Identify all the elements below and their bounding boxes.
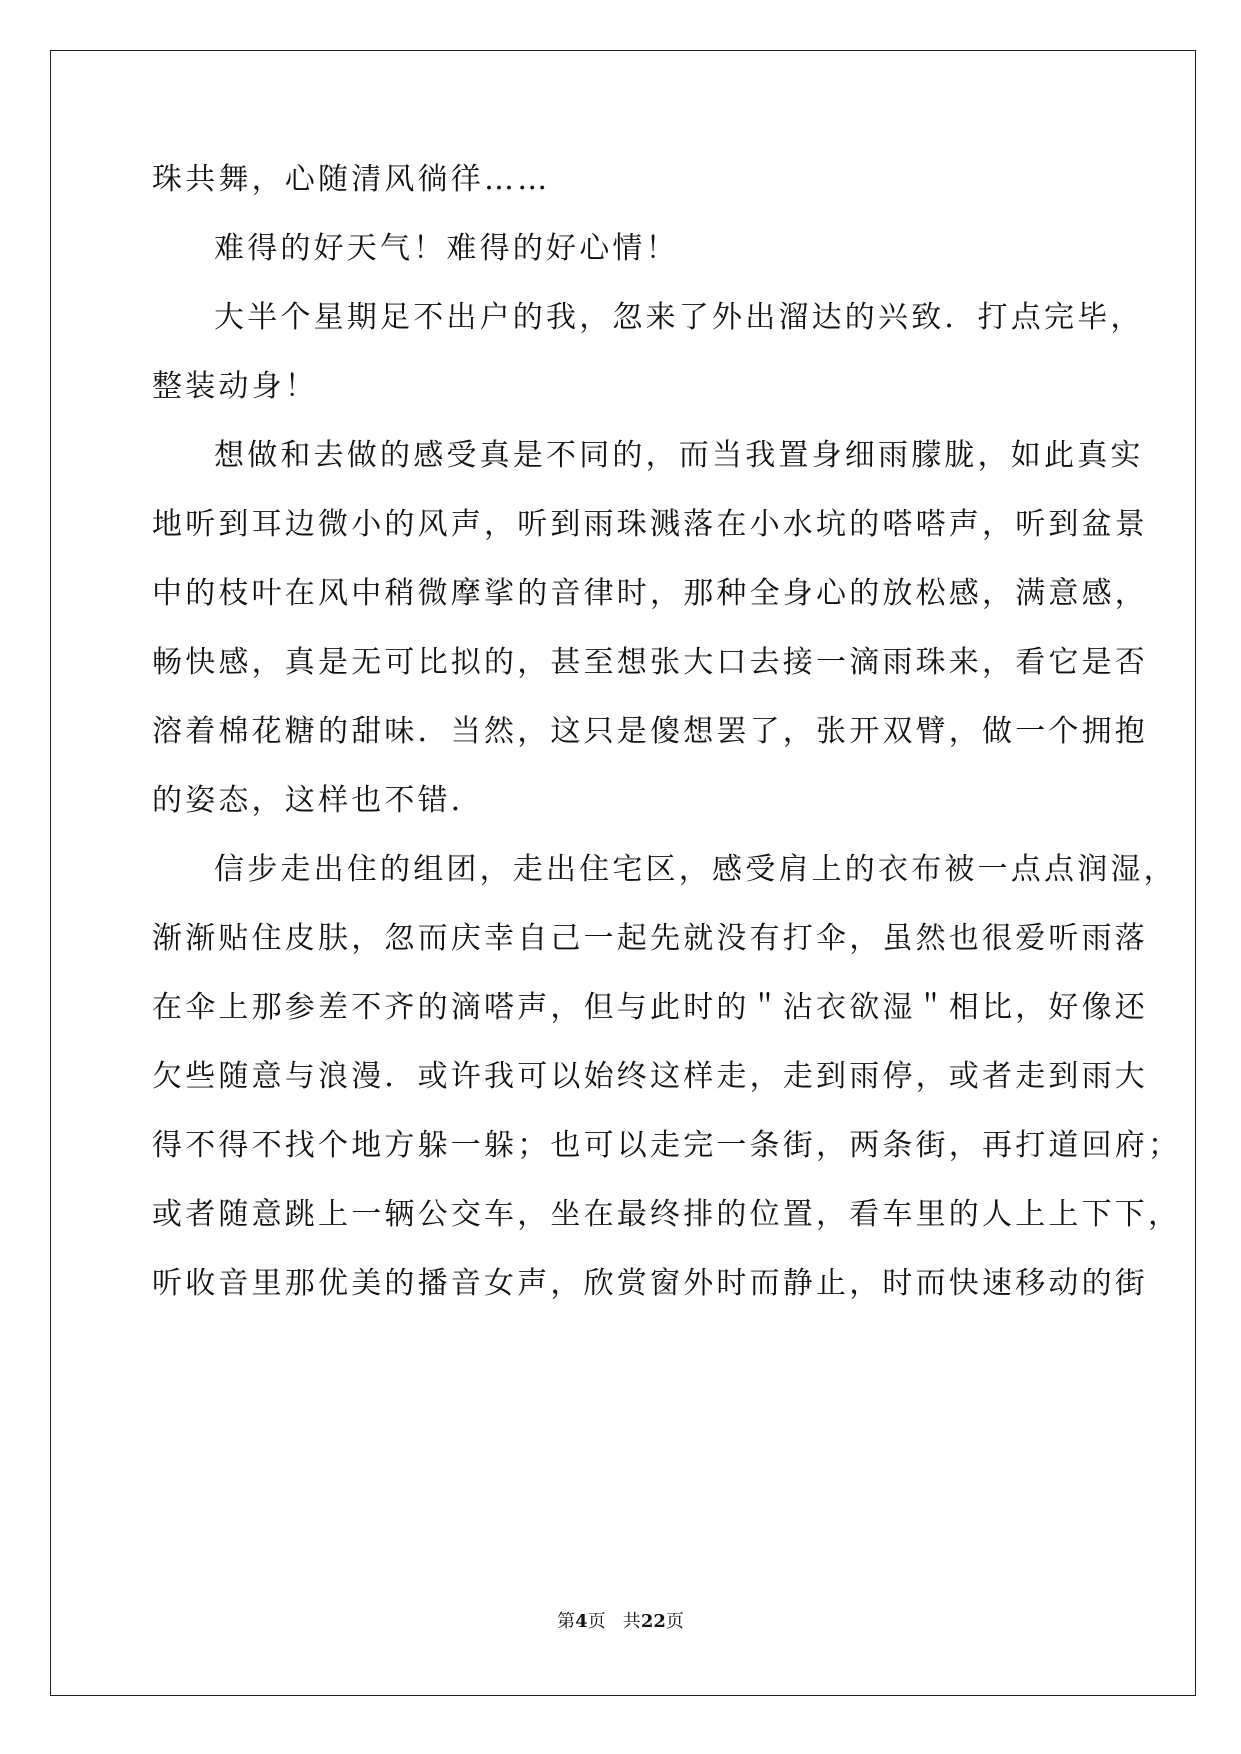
text-line: 畅快感，真是无可比拟的，甚至想张大口去接一滴雨珠来，看它是否	[152, 645, 1148, 680]
total-pages: 22	[640, 1611, 666, 1632]
paragraph-line: 难得的好天气！难得的好心情！	[214, 231, 679, 266]
text-line: 在伞上那参差不齐的滴嗒声，但与此时的＂沾衣欲湿＂相比，好像还	[152, 990, 1148, 1025]
text-line: 整装动身！	[152, 369, 318, 404]
footer-prefix: 第	[557, 1611, 576, 1632]
text-line: 珠共舞，心随清风徜徉……	[152, 162, 551, 197]
text-line: 欠些随意与浪漫．或许我可以始终这样走，走到雨停，或者走到雨大	[152, 1059, 1148, 1094]
text-line: 听收音里那优美的播音女声，欣赏窗外时而静止，时而快速移动的街	[152, 1266, 1148, 1301]
page-number: 4	[575, 1611, 588, 1632]
paragraph-line: 大半个星期足不出户的我，忽来了外出溜达的兴致．打点完毕，	[214, 300, 1144, 335]
text-line: 溶着棉花糖的甜味．当然，这只是傻想罢了，张开双臂，做一个拥抱	[152, 714, 1148, 749]
text-line: 中的枝叶在风中稍微摩挲的音律时，那种全身心的放松感，满意感，	[152, 576, 1148, 611]
text-line: 的姿态，这样也不错．	[152, 783, 484, 818]
paragraph-line: 信步走出住的组团，走出住宅区，感受肩上的衣布被一点点润湿，	[214, 852, 1177, 887]
text-line: 得不得不找个地方躲一躲；也可以走完一条街，两条街，再打道回府；	[152, 1128, 1182, 1163]
text-line: 渐渐贴住皮肤，忽而庆幸自己一起先就没有打伞，虽然也很爱听雨落	[152, 921, 1148, 956]
page-footer	[0, 1610, 1241, 1634]
text-line: 地听到耳边微小的风声，听到雨珠溅落在小水坑的嗒嗒声，听到盆景	[152, 507, 1148, 542]
footer-middle: 页 共	[587, 1611, 641, 1632]
paragraph-line: 想做和去做的感受真是不同的，而当我置身细雨朦胧，如此真实	[214, 438, 1144, 473]
text-line: 或者随意跳上一辆公交车，坐在最终排的位置，看车里的人上上下下，	[152, 1197, 1182, 1232]
footer-suffix: 页	[665, 1611, 684, 1632]
